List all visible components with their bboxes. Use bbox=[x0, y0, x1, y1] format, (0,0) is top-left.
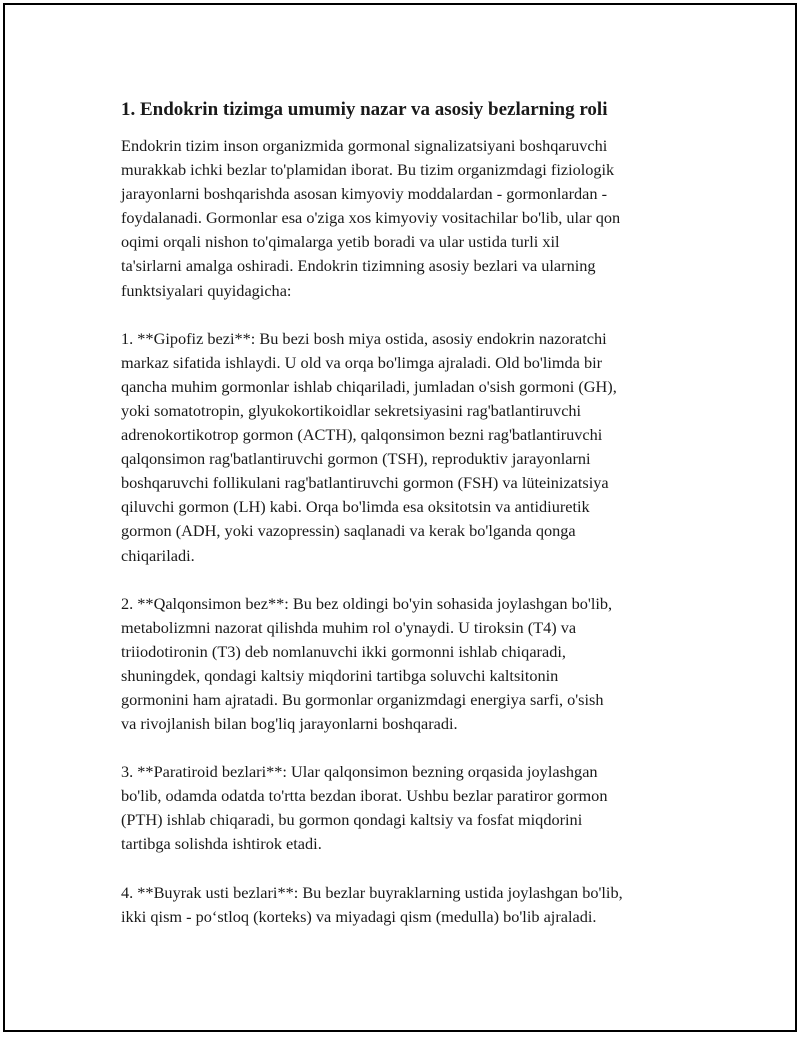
text-line: 2. **Qalqonsimon bez**: Bu bez oldingi bo'yin sohasida joylashgan bo'lib, bbox=[121, 593, 613, 613]
section-heading: 1. Endokrin tizimga umumiy nazar va asosiy bezlarning roli bbox=[121, 99, 608, 120]
text-line: qancha muhim gormonlar ishlab chiqariladi, jumladan o'sish gormoni (GH), bbox=[121, 376, 617, 396]
gipofiz-paragraph bbox=[121, 327, 721, 568]
text-line: oqimi orqali nishon to'qimalarga yetib boradi va ular ustida turli xil bbox=[121, 232, 560, 252]
intro-paragraph bbox=[121, 134, 721, 303]
document-page bbox=[3, 3, 797, 1032]
text-line: 3. **Paratiroid bezlari**: Ular qalqonsimon bezning orqasida joylashgan bbox=[121, 762, 598, 782]
text-line: markaz sifatida ishlaydi. U old va orqa bo'limga ajraladi. Old bo'limda bir bbox=[121, 352, 603, 372]
text-line: murakkab ichki bezlar to'plamidan iborat. Bu tizim organizmdagi fiziologik bbox=[121, 160, 615, 180]
text-line: qiluvchi gormon (LH) kabi. Orqa bo'limda esa oksitotsin va antidiuretik bbox=[121, 497, 590, 517]
text-line: (PTH) ishlab chiqaradi, bu gormon qondagi kaltsiy va fosfat miqdorini bbox=[121, 810, 583, 830]
text-line: foydalanadi. Gormonlar esa o'ziga xos kimyoviy vositachilar bo'lib, ular qon bbox=[121, 208, 621, 228]
text-line: tartibga solishda ishtirok etadi. bbox=[121, 834, 322, 854]
paragraph-list bbox=[121, 134, 721, 929]
qalqonsimon-paragraph bbox=[121, 592, 721, 737]
text-line: bo'lib, odamda odatda to'rtta bezdan iborat. Ushbu bezlar paratiror gormon bbox=[121, 786, 608, 806]
text-line: ikki qism - po‘stloq (korteks) va miyadagi qism (medulla) bo'lib ajraladi. bbox=[121, 906, 597, 926]
text-line: gormon (ADH, yoki vazopressin) saqlanadi va kerak bo'lganda qonga bbox=[121, 521, 576, 541]
text-line: gormonini ham ajratadi. Bu gormonlar organizmdagi energiya sarfi, o'sish bbox=[121, 689, 604, 709]
text-line: metabolizmni nazorat qilishda muhim rol o'ynaydi. U tiroksin (T4) va bbox=[121, 617, 577, 637]
text-line: jarayonlarni boshqarishda asosan kimyoviy moddalardan - gormonlardan - bbox=[121, 184, 608, 204]
text-line: boshqaruvchi follikulani rag'batlantiruvchi gormon (FSH) va lüteinizatsiya bbox=[121, 473, 609, 493]
text-line: yoki somatotropin, glyukokortikoidlar sekretsiyasini rag'batlantiruvchi bbox=[121, 400, 582, 420]
text-line: ta'sirlarni amalga oshiradi. Endokrin tizimning asosiy bezlari va ularning bbox=[121, 256, 596, 276]
document-body bbox=[121, 97, 721, 929]
text-line: chiqariladi. bbox=[121, 545, 195, 565]
paratiroid-paragraph bbox=[121, 760, 721, 856]
text-line: funktsiyalari quyidagicha: bbox=[121, 280, 292, 300]
text-line: Endokrin tizim inson organizmida gormonal signalizatsiyani boshqaruvchi bbox=[121, 136, 608, 155]
text-line: adrenokortikotrop gormon (ACTH), qalqonsimon bezni rag'batlantiruvchi bbox=[121, 425, 603, 445]
text-line: triiodotironin (T3) deb nomlanuvchi ikki gormonni ishlab chiqaradi, bbox=[121, 641, 566, 661]
text-line: qalqonsimon rag'batlantiruvchi gormon (TSH), reproduktiv jarayonlarni bbox=[121, 449, 591, 469]
text-line: va rivojlanish bilan bog'liq jarayonlarni boshqaradi. bbox=[121, 714, 458, 734]
text-line: 4. **Buyrak usti bezlari**: Bu bezlar buyraklarning ustida joylashgan bo'lib, bbox=[121, 882, 623, 902]
buyrak-usti-paragraph bbox=[121, 881, 721, 929]
text-line: 1. **Gipofiz bezi**: Bu bezi bosh miya ostida, asosiy endokrin nazoratchi bbox=[121, 328, 607, 348]
text-line: shuningdek, qondagi kaltsiy miqdorini tartibga soluvchi kaltsitonin bbox=[121, 665, 559, 685]
